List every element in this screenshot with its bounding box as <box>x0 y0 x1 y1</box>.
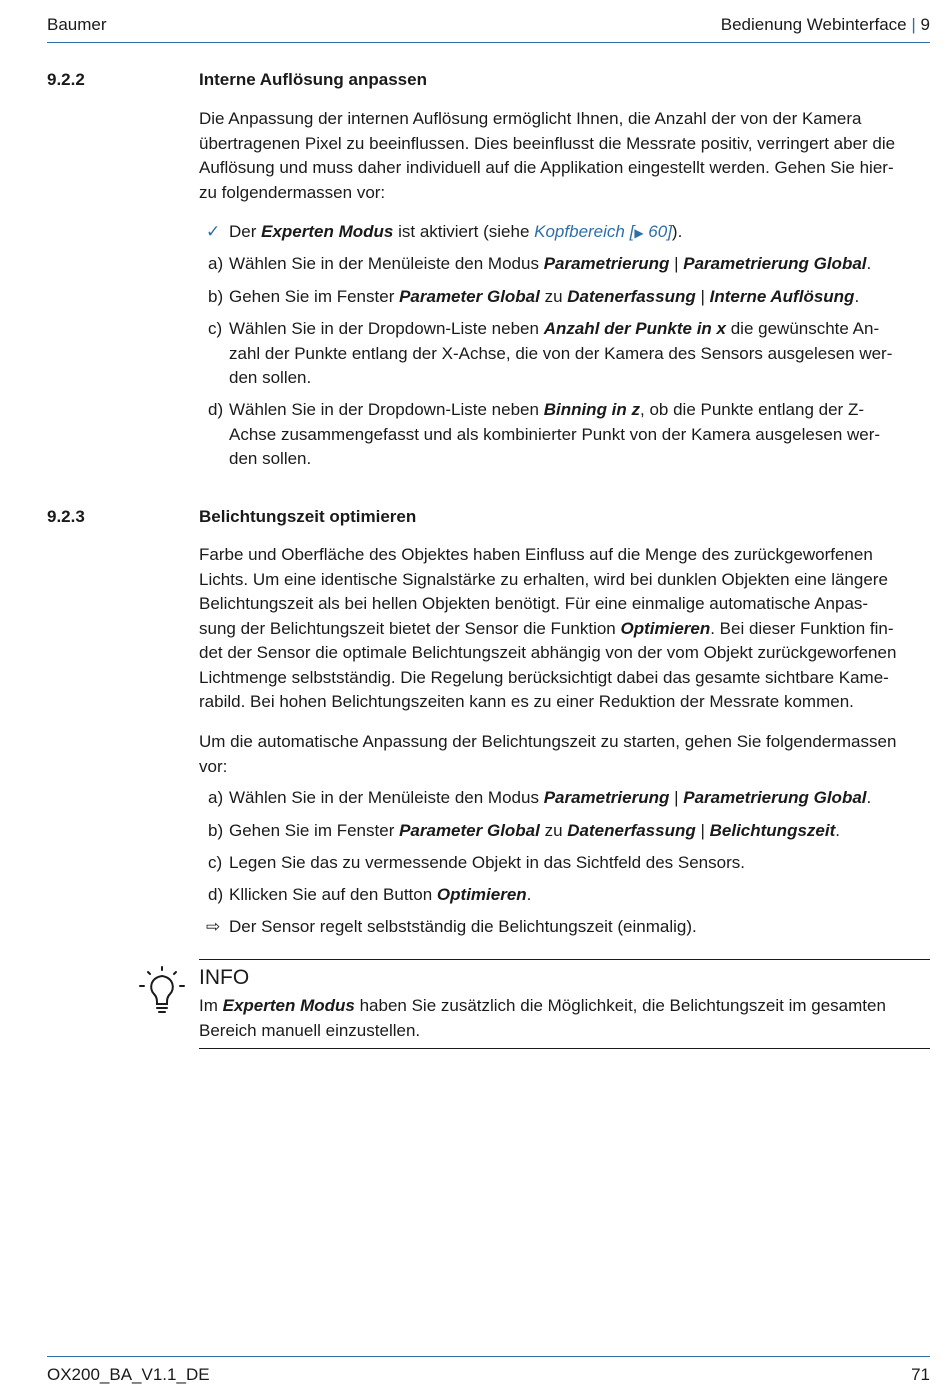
text-line: det der Sensor die optimale Belichtungszeit abhängig von der vom Objekt zurückgeworfenen <box>199 643 897 662</box>
step-label: b) <box>208 821 224 840</box>
ui-term: Experten Modus <box>261 222 394 241</box>
text: Der <box>229 222 262 241</box>
text-line: Achse zusammengefasst und als kombinierter Punkt von der Kamera ausgelesen wer- <box>229 424 881 444</box>
text: | <box>695 287 710 306</box>
link-text: Kopfbereich [ <box>534 222 635 241</box>
info-top-rule <box>199 959 930 960</box>
text: Wählen Sie in der Dropdown-Liste neben <box>229 400 544 419</box>
info-bottom-rule <box>199 1048 930 1049</box>
text: . <box>526 885 532 904</box>
text: Kllicken Sie auf den Button <box>229 885 437 904</box>
text: | <box>695 821 710 840</box>
step-item <box>199 883 929 908</box>
text: haben Sie zusätzlich die Möglichkeit, die Belichtungszeit im gesamten <box>354 996 886 1015</box>
text: . <box>835 821 840 840</box>
text-line <box>199 617 929 642</box>
text-line: Lichts. Um eine identische Signalstärke zu erhalten, wird bei dunklen Objekten eine längere <box>199 569 888 589</box>
text-line: übertragenen Pixel zu beeinflussen. Dies beeinflusst die Messrate positiv, verringert aber die <box>199 133 896 153</box>
text: Gehen Sie im Fenster <box>229 287 400 306</box>
header-chapter <box>721 15 930 35</box>
header-company: Baumer <box>47 15 107 34</box>
ui-term: Experten Modus <box>222 996 355 1015</box>
step-label: a) <box>208 788 224 807</box>
text-line: Auflösung und muss daher individuell auf die Applikation eingestellt werden. Gehen Sie hier- <box>199 158 894 177</box>
text-line <box>199 994 929 1019</box>
text-line: zu folgendermassen vor: <box>199 182 386 202</box>
text-line: vor: <box>199 756 228 776</box>
checkmark-icon: ✓ <box>206 222 221 241</box>
prerequisite-item <box>199 220 929 246</box>
text-line: Um die automatische Anpassung der Belichtungszeit zu starten, gehen Sie folgendermassen <box>199 732 897 751</box>
ui-term: Binning in z <box>543 400 641 419</box>
text-line: Farbe und Oberfläche des Objektes haben Einfluss auf die Menge des zurückgeworfenen <box>199 545 873 564</box>
header-chapter-number: 9 <box>920 15 930 34</box>
step-label: b) <box>208 287 224 306</box>
section-title: Interne Auflösung anpassen <box>199 70 427 89</box>
ui-term: Parameter Global <box>399 287 540 306</box>
ui-term: Parametrierung Global <box>683 254 867 273</box>
info-title: INFO <box>199 966 250 989</box>
ui-term: Anzahl der Punkte in x <box>543 319 726 338</box>
page-header <box>47 14 930 43</box>
step-item <box>199 252 929 277</box>
ui-term: Parametrierung <box>543 788 670 807</box>
cross-reference-link[interactable] <box>534 222 672 241</box>
step-item <box>199 819 929 844</box>
text-line: den sollen. <box>229 368 312 387</box>
ui-term: Parametrierung <box>543 254 670 273</box>
ui-term: Interne Auflösung <box>709 287 855 306</box>
text: sung der Belichtungszeit bietet der Sensor die Funktion <box>199 618 621 638</box>
text-line: rabild. Bei hohen Belichtungszeiten kann es zu einer Reduktion der Messrate kommen. <box>199 692 854 711</box>
link-page: 60] <box>643 222 672 241</box>
text: Wählen Sie in der Dropdown-Liste neben <box>229 319 544 338</box>
text: | <box>669 788 684 807</box>
info-text <box>199 994 929 1043</box>
text-line: Lichtmenge selbstständig. Die Regelung berücksichtigt dabei das gesamte sichtbare Kame- <box>199 667 889 687</box>
text: Wählen Sie in der Menüleiste den Modus <box>229 788 544 807</box>
ui-term: Datenerfassung <box>567 287 696 306</box>
section-paragraph <box>199 730 929 779</box>
text: Legen Sie das zu vermessende Objekt in das Sichtfeld des Sensors. <box>229 853 745 872</box>
text: zu <box>539 821 568 840</box>
text: Im <box>199 996 223 1015</box>
header-separator: | <box>911 15 916 34</box>
step-label: c) <box>208 853 223 872</box>
step-item <box>199 317 929 391</box>
step-item <box>199 786 929 811</box>
result-item <box>199 915 929 940</box>
step-item <box>199 285 929 310</box>
step-label: d) <box>208 400 224 419</box>
footer-document-id: OX200_BA_V1.1_DE <box>47 1365 210 1384</box>
footer-page-number: 71 <box>911 1365 930 1384</box>
lightbulb-icon <box>138 964 190 1018</box>
section-paragraph <box>199 543 929 715</box>
text: . <box>866 254 872 273</box>
text: . <box>866 788 872 807</box>
result-text: Der Sensor regelt selbstständig die Belichtungszeit (einmalig). <box>229 917 697 936</box>
ui-term: Datenerfassung <box>567 821 696 840</box>
text: . <box>854 287 860 306</box>
step-item <box>199 398 929 472</box>
ui-term: Parametrierung Global <box>683 788 867 807</box>
text: ). <box>671 222 683 241</box>
ui-term: Belichtungszeit <box>709 821 836 840</box>
arrow-right-outline-icon: ⇨ <box>206 917 221 936</box>
text: die gewünschte An- <box>726 319 880 338</box>
section-number: 9.2.2 <box>47 70 85 89</box>
ui-term: Parameter Global <box>399 821 540 840</box>
section-number: 9.2.3 <box>47 507 85 526</box>
text-line: Bereich manuell einzustellen. <box>199 1020 421 1040</box>
text: Wählen Sie in der Menüleiste den Modus <box>229 254 544 273</box>
text-line: Belichtungszeit als bei hellen Objekten benötigt. Für eine einmalige automatische Anpas- <box>199 594 869 613</box>
header-chapter-title: Bedienung Webinterface <box>720 15 907 34</box>
triangle-right-icon: ▶ <box>634 226 644 240</box>
text-line: den sollen. <box>229 449 312 468</box>
text: Gehen Sie im Fenster <box>229 821 400 840</box>
ui-term: Optimieren <box>436 885 527 904</box>
step-item <box>199 851 929 876</box>
page-footer <box>47 1356 930 1387</box>
text: . Bei dieser Funktion fin- <box>710 618 894 638</box>
text: ist aktiviert (siehe <box>393 222 535 241</box>
text: | <box>669 254 684 273</box>
step-label: a) <box>208 254 224 273</box>
step-label: d) <box>208 885 224 904</box>
text: zu <box>539 287 568 306</box>
text: , ob die Punkte entlang der Z- <box>640 400 864 419</box>
text-line: Die Anpassung der internen Auflösung ermöglicht Ihnen, die Anzahl der von der Kamera <box>199 109 862 128</box>
text-line: zahl der Punkte entlang der X-Achse, die von der Kamera des Sensors ausgelesen wer- <box>229 343 893 363</box>
ui-term: Optimieren <box>620 618 711 638</box>
step-label: c) <box>208 319 223 338</box>
section-intro-paragraph <box>199 107 929 205</box>
section-title: Belichtungszeit optimieren <box>199 507 417 526</box>
